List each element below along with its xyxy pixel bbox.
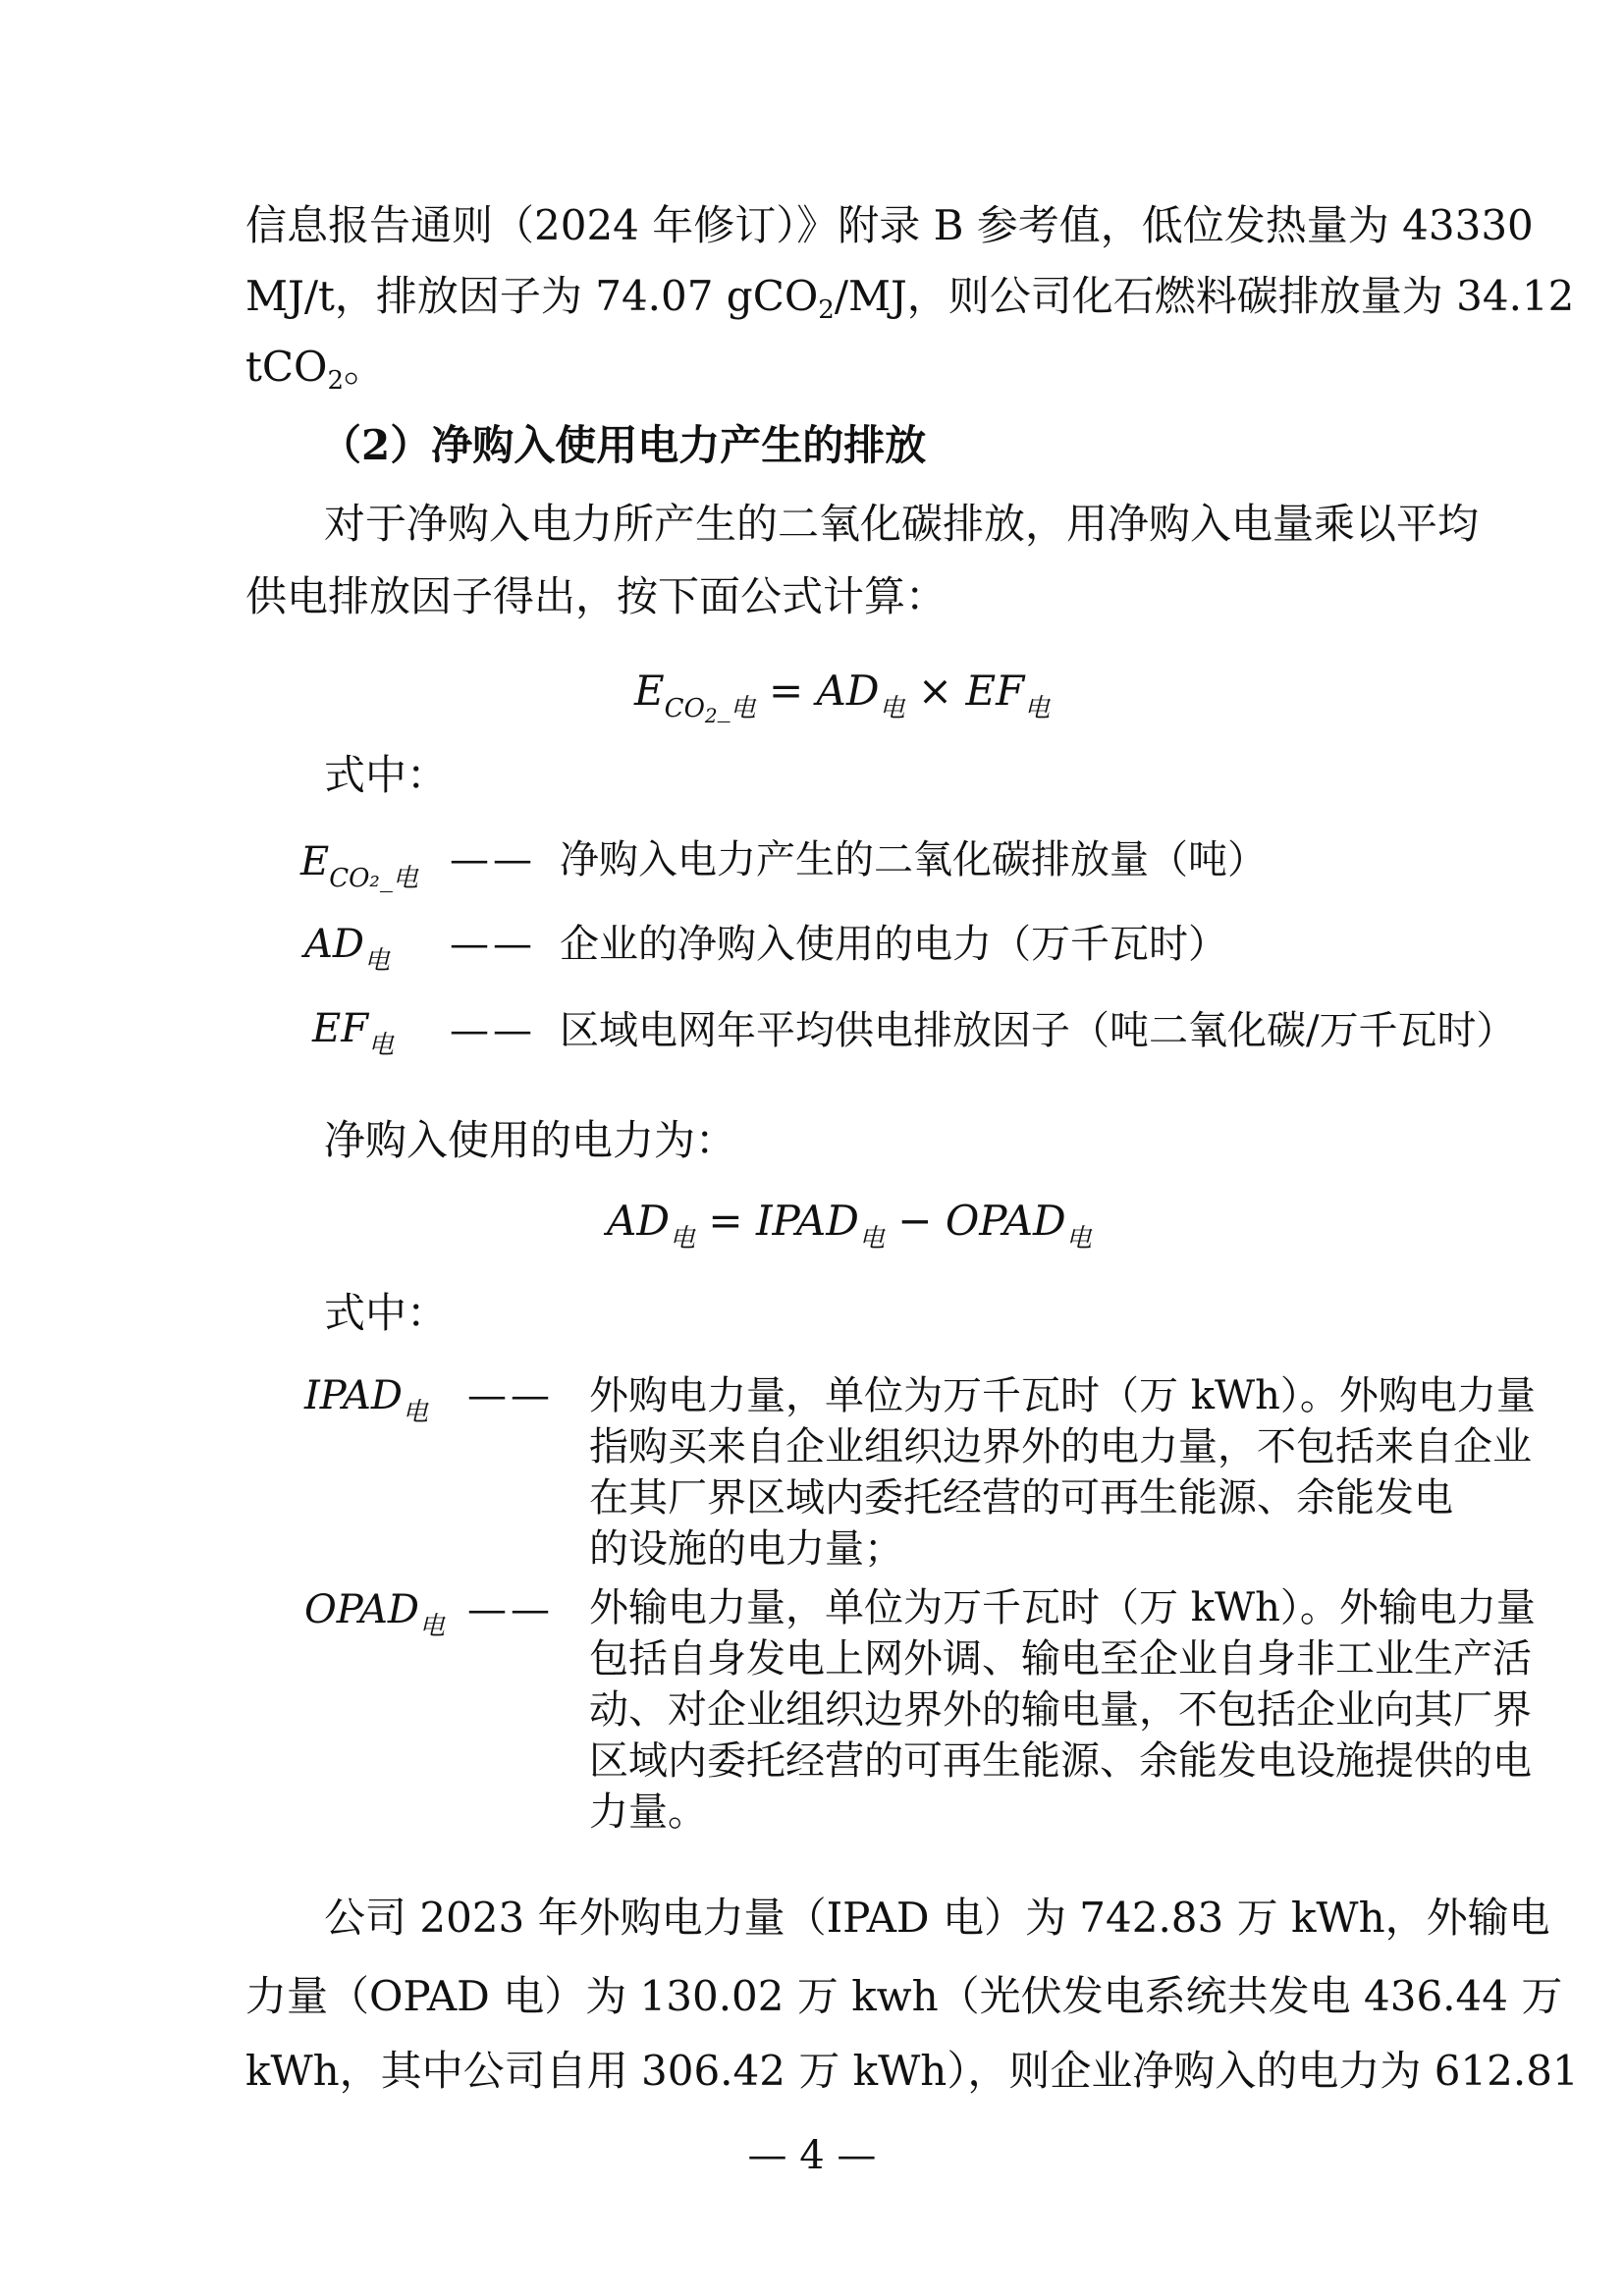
def-dash: —— xyxy=(450,922,536,967)
closing-line-3: kWh，其中公司自用 306.42 万 kWh），则企业净购入的电力为 612.81 xyxy=(245,2047,1579,2095)
where-label-1: 式中： xyxy=(324,751,449,799)
def-desc-ipad: 外购电力量，单位为万千瓦时（万 kWh）。外购电力量 指购买来自企业组织边界外的电力量，不包括来自企业 在其厂界区域内委托经营的可再生能源、余能发电 的设施的电力量； xyxy=(589,1373,1536,1572)
closing-line-1: 公司 2023 年外购电力量（IPAD 电）为 742.83 万 kWh，外输电 xyxy=(324,1894,1550,1942)
def-desc-ad: 企业的净购入使用的电力（万千瓦时） xyxy=(560,922,1227,967)
def-dash: —— xyxy=(467,1587,554,1632)
where-label-2: 式中： xyxy=(324,1289,449,1337)
formula-net-power: $AD_电$ = $IPAD_电$ − $OPAD_电$ xyxy=(607,1197,1092,1254)
net-power-intro: 净购入使用的电力为： xyxy=(324,1116,737,1164)
intro-line-1: 信息报告通则（2024 年修订）》附录 B 参考值，低位发热量为 43330 xyxy=(245,201,1534,249)
def-desc-e-co2: 净购入电力产生的二氧化碳排放量（吨） xyxy=(560,837,1267,882)
section-paragraph-line-1: 对于净购入电力所产生的二氧化碳排放，用净购入电量乘以平均 xyxy=(324,500,1480,548)
intro-line-3: tCO$_2$。 xyxy=(245,343,386,396)
formula-emission: $E_{CO_2\_电} = AD_电 \times EF_电$ xyxy=(634,667,1051,727)
def-symbol-ipad: $IPAD_电$ xyxy=(304,1373,429,1427)
def-dash: —— xyxy=(450,1008,536,1053)
section-heading: （2）净购入使用电力产生的排放 xyxy=(320,421,927,469)
def-symbol-ef: $EF_电$ xyxy=(312,1006,394,1060)
page-number: — 4 — xyxy=(747,2133,877,2178)
def-dash: —— xyxy=(450,837,536,882)
def-symbol-e-co2: $E_{CO_2\_电}$ xyxy=(300,839,418,893)
section-paragraph-line-2: 供电排放因子得出，按下面公式计算： xyxy=(245,572,947,620)
def-symbol-ad: $AD_电$ xyxy=(304,922,390,976)
intro-line-2: MJ/t，排放因子为 74.07 gCO$_2$/MJ，则公司化石燃料碳排放量为 34.12 xyxy=(245,272,1575,325)
def-symbol-opad: $OPAD_电$ xyxy=(304,1587,446,1641)
def-dash: —— xyxy=(467,1373,554,1418)
def-desc-ef: 区域电网年平均供电排放因子（吨二氧化碳/万千瓦时） xyxy=(560,1008,1516,1053)
closing-line-2: 力量（OPAD 电）为 130.02 万 kwh（光伏发电系统共发电 436.44 万 xyxy=(245,1972,1563,2020)
def-desc-opad: 外输电力量，单位为万千瓦时（万 kWh）。外输电力量 包括自身发电上网外调、输电至企业自身非工业生产活 动、对企业组织边界外的输电量，不包括企业向其厂界 区域内委托经营的可再生能源、余能发电设施提供的电 力量。 xyxy=(589,1585,1536,1835)
